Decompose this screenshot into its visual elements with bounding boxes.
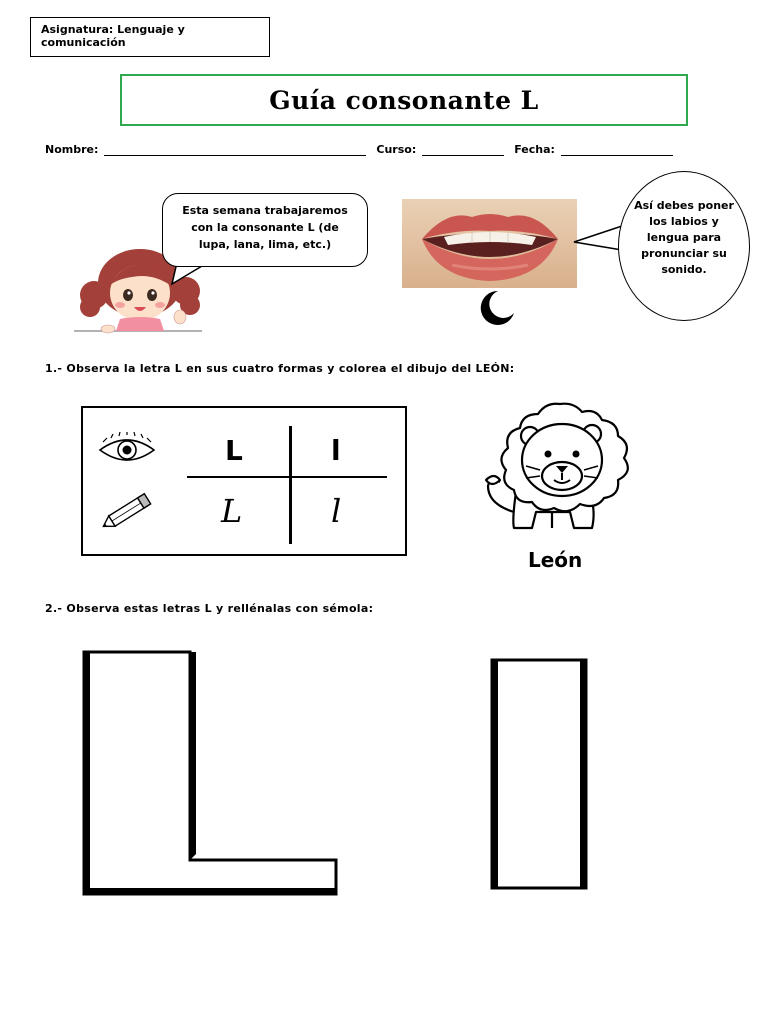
student-info-row: [45, 143, 715, 156]
print-uppercase-l: L: [225, 434, 243, 467]
cursive-uppercase-l: L: [221, 492, 243, 530]
big-uppercase-l-outline[interactable]: [78, 648, 342, 902]
lion-drawing: [478, 400, 643, 536]
mouth-bubble-tail: [572, 224, 624, 254]
page-title: Guía consonante L: [269, 85, 539, 115]
grid-horizontal-line: [187, 476, 387, 478]
lion-label: León: [528, 548, 583, 572]
letter-forms-box: [81, 406, 407, 556]
activity1-instruction: 1.- Observa la letra L en sus cuatro formas y colorea el dibujo del LEÓN:: [45, 362, 515, 375]
title-box: [120, 74, 688, 126]
name-line[interactable]: [104, 143, 366, 156]
activity2-instruction: 2.- Observa estas letras L y rellénalas con sémola:: [45, 602, 374, 615]
moon-icon: [470, 287, 516, 327]
date-line[interactable]: [561, 143, 673, 156]
print-lowercase-l: l: [331, 434, 341, 467]
mouth-bubble-text: Así debes poner los labios y lengua para pronunciar su sonido.: [634, 199, 734, 276]
subject-label: Asignatura: Lenguaje y comunicación: [41, 23, 185, 49]
mouth-speech-bubble: [618, 171, 750, 321]
cursive-lowercase-l: l: [331, 492, 342, 530]
subject-box: [30, 17, 270, 57]
big-lowercase-l-outline[interactable]: [488, 656, 592, 894]
pencil-icon: [99, 490, 157, 532]
grid-vertical-line: [289, 426, 292, 544]
girl-speech-bubble: [162, 193, 368, 267]
eye-icon: [97, 432, 157, 468]
course-label: Curso:: [376, 143, 417, 156]
mouth-photo: [402, 199, 577, 288]
name-label: Nombre:: [45, 143, 99, 156]
date-label: Fecha:: [514, 143, 555, 156]
girl-bubble-text: Esta semana trabajaremos con la consonante L (de lupa, lana, lima, etc.): [182, 204, 348, 251]
course-line[interactable]: [422, 143, 504, 156]
